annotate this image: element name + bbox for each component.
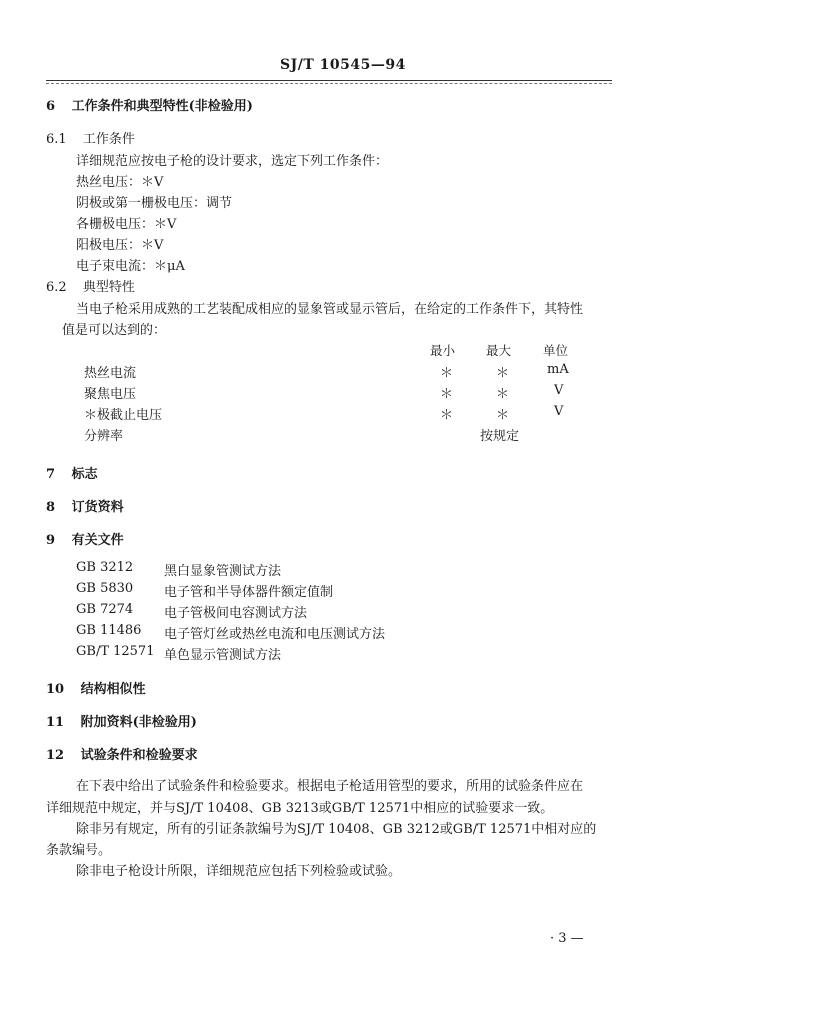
characteristic-max: ＊ — [496, 387, 510, 402]
section-6-heading — [46, 95, 253, 114]
section-7-heading — [46, 463, 98, 482]
section-12-heading — [46, 744, 198, 763]
section-number: 12 — [46, 748, 65, 763]
section-title: 标志 — [71, 467, 98, 482]
condition-item: 阳极电压：＊V — [76, 238, 164, 253]
section-6-2-paragraph-line1: 当电子枪采用成熟的工艺装配成相应的显象管或显示管后，在给定的工作条件下，其特性 — [76, 302, 584, 317]
section-title: 结构相似性 — [80, 682, 146, 697]
section-12-paragraph1-line2: 详细规范中规定，并与SJ/T 10408、GB 3213或GB/T 12571中相应的试验要求一致。 — [46, 801, 554, 816]
section-number: 11 — [46, 715, 65, 730]
characteristic-min: ＊ — [440, 366, 454, 381]
header-standard-code: SJ/T 10545—94 — [280, 57, 406, 73]
section-6-1-heading — [46, 128, 135, 147]
section-title: 典型特性 — [82, 280, 135, 295]
characteristic-unit: mA — [547, 362, 569, 377]
section-title: 工作条件 — [82, 132, 135, 147]
characteristic-max: ＊ — [496, 366, 510, 381]
characteristic-name: 热丝电流 — [84, 366, 137, 381]
section-number: 6.1 — [46, 132, 67, 147]
column-header-min: 最小 — [430, 343, 456, 358]
condition-item: 各栅极电压：＊V — [76, 217, 177, 232]
condition-item: 电子束电流：＊μA — [76, 259, 185, 274]
section-12-paragraph1-line1: 在下表中给出了试验条件和检验要求。根据电子枪适用管型的要求，所用的试验条件应在 — [76, 779, 584, 794]
section-number: 8 — [46, 500, 56, 515]
section-6-1-intro: 详细规范应按电子枪的设计要求，选定下列工作条件： — [76, 154, 389, 169]
condition-item: 阴极或第一栅极电压：调节 — [76, 196, 233, 211]
reference-title: 电子管和半导体器件额定值制 — [164, 585, 334, 600]
reference-title: 电子管极间电容测试方法 — [164, 606, 308, 621]
column-header-max: 最大 — [486, 343, 512, 358]
characteristic-min: ＊ — [440, 387, 454, 402]
reference-title: 单色显示管测试方法 — [164, 648, 282, 663]
section-title: 订货资料 — [71, 500, 124, 515]
characteristic-name: ＊极截止电压 — [84, 408, 163, 423]
characteristic-span-value: 按规定 — [480, 429, 520, 444]
section-6-2-heading — [46, 276, 135, 295]
characteristic-name: 聚焦电压 — [84, 387, 137, 402]
section-9-heading — [46, 529, 124, 548]
header-rule-dashed — [46, 83, 612, 84]
reference-code: GB 11486 — [76, 623, 142, 638]
characteristic-unit: V — [554, 383, 564, 398]
reference-code: GB 3212 — [76, 560, 134, 575]
page-number: · 3 — — [550, 931, 584, 946]
characteristic-name: 分辨率 — [84, 429, 124, 444]
section-number: 7 — [46, 467, 56, 482]
reference-title: 黑白显象管测试方法 — [164, 564, 282, 579]
section-8-heading — [46, 496, 124, 515]
section-12-paragraph2-line2: 条款编号。 — [46, 843, 112, 858]
section-10-heading — [46, 678, 146, 697]
reference-code: GB 5830 — [76, 581, 134, 596]
characteristic-max: ＊ — [496, 408, 510, 423]
section-12-paragraph2-line1: 除非另有规定，所有的引证条款编号为SJ/T 10408、GB 3212或GB/T 12571中相对应的 — [76, 822, 597, 837]
section-12-paragraph3: 除非电子枪设计所限，详细规范应包括下列检验或试验。 — [76, 864, 402, 879]
section-11-heading — [46, 711, 197, 730]
section-6-2-paragraph-line2: 值是可以达到的： — [62, 323, 167, 338]
reference-title: 电子管灯丝或热丝电流和电压测试方法 — [164, 627, 386, 642]
condition-item: 热丝电压：＊V — [76, 175, 164, 190]
reference-code: GB 7274 — [76, 602, 134, 617]
section-title: 附加资料(非检验用) — [80, 715, 197, 730]
section-number: 6 — [46, 99, 56, 114]
characteristic-unit: V — [554, 404, 564, 419]
reference-code: GB/T 12571 — [76, 644, 155, 659]
column-header-unit: 单位 — [543, 343, 569, 358]
section-number: 9 — [46, 533, 56, 548]
characteristic-min: ＊ — [440, 408, 454, 423]
section-number: 10 — [46, 682, 65, 697]
section-number: 6.2 — [46, 280, 67, 295]
section-title: 试验条件和检验要求 — [80, 748, 198, 763]
header-rule — [46, 80, 612, 81]
section-title: 工作条件和典型特性(非检验用) — [71, 99, 253, 114]
section-title: 有关文件 — [71, 533, 124, 548]
